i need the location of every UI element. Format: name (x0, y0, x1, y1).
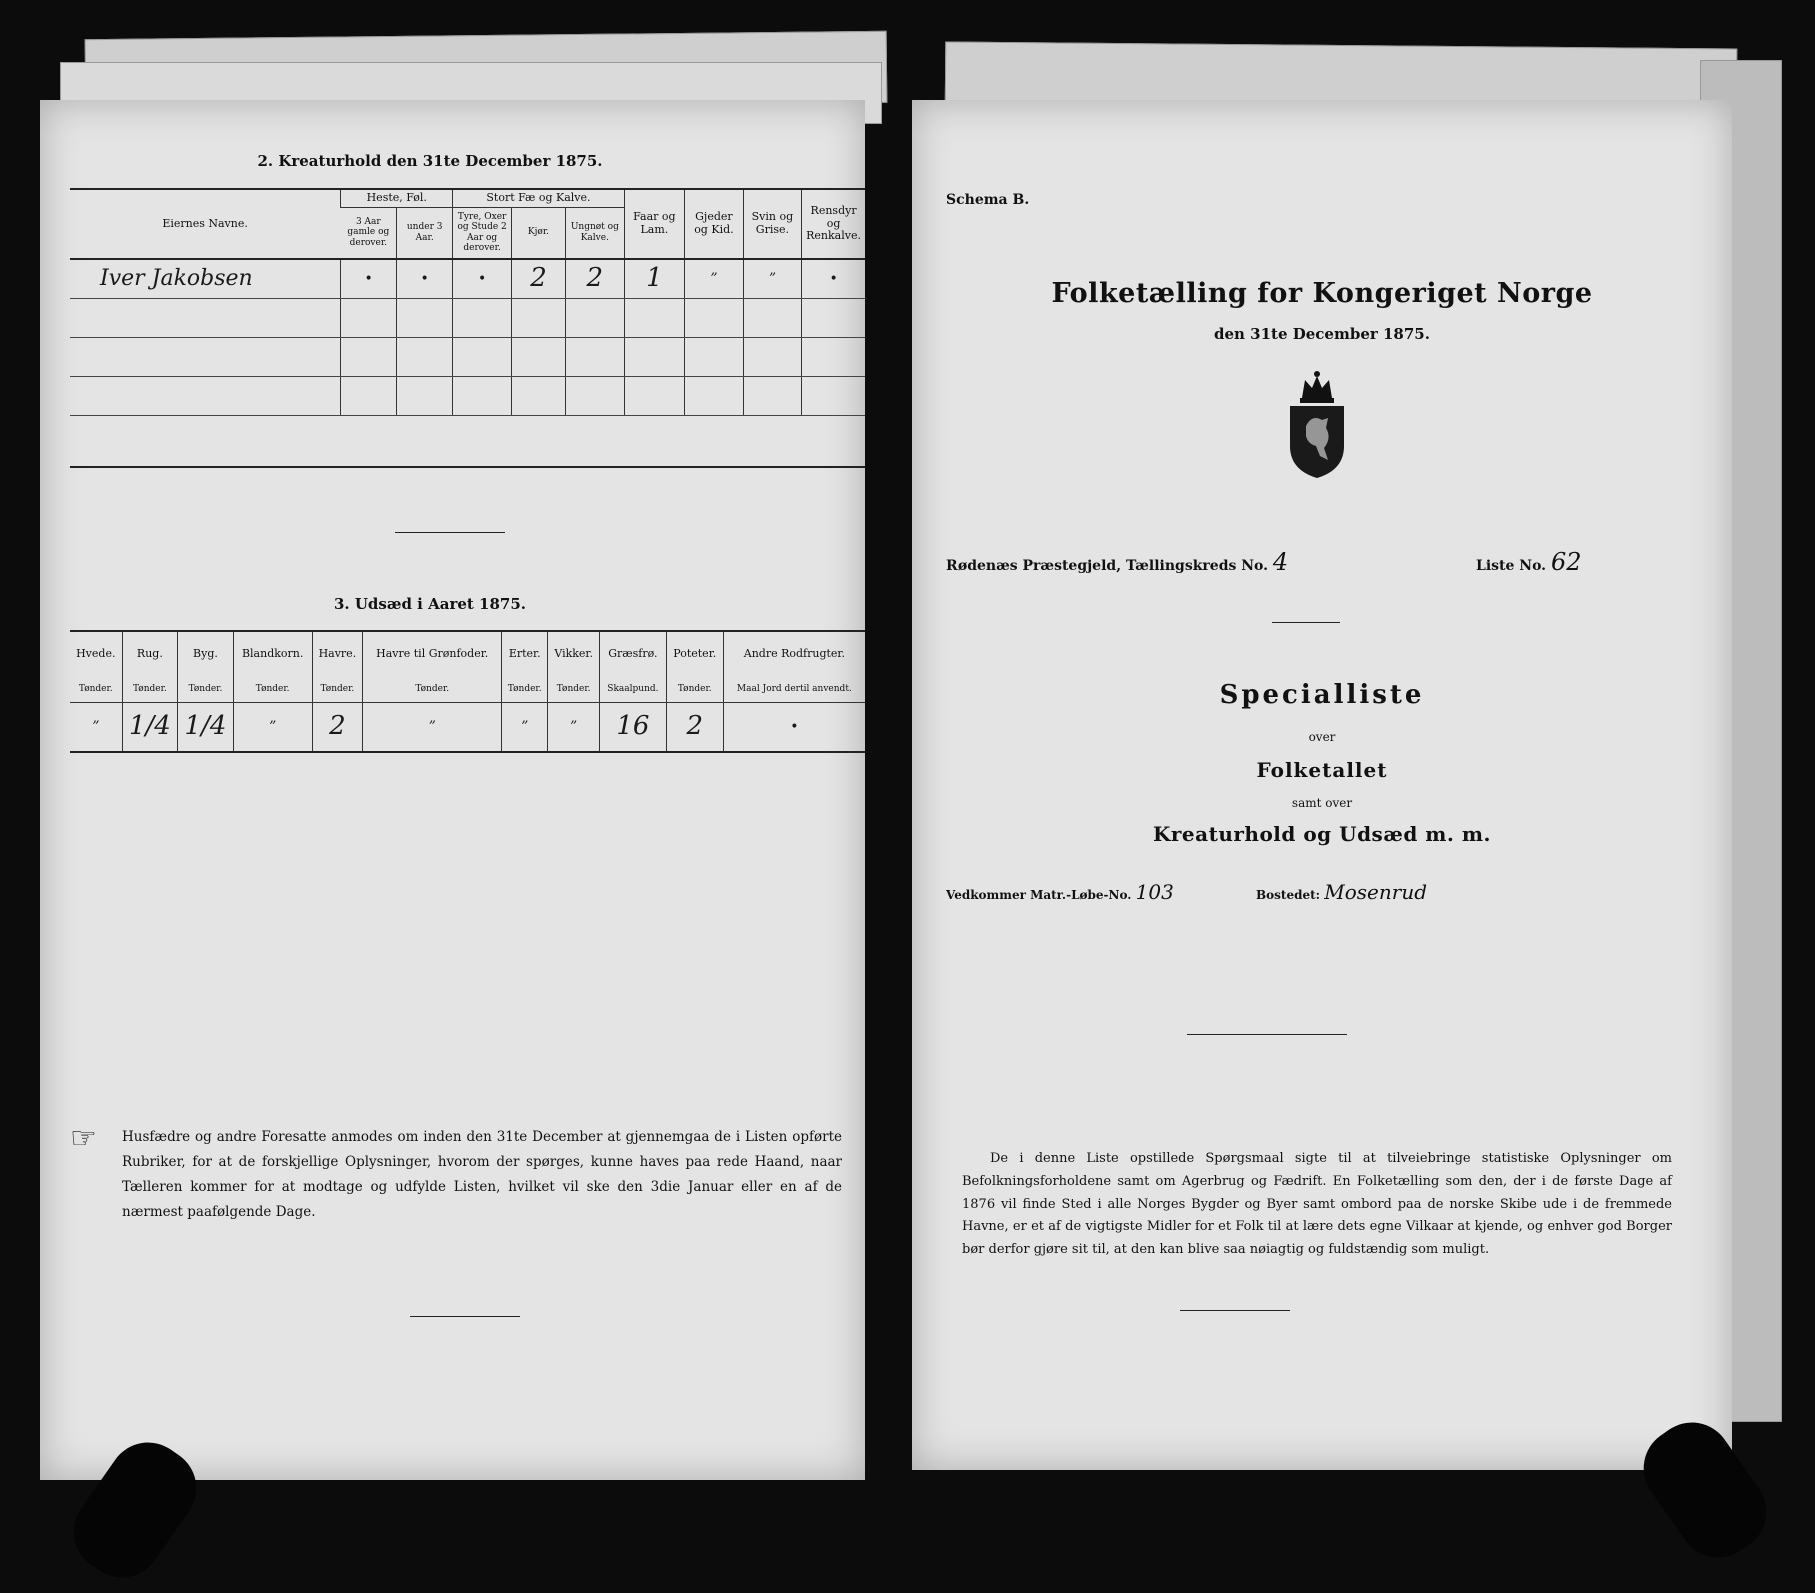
prestegjeld-line (946, 548, 1706, 576)
group-stort-fae: Stort Fæ og Kalve. (453, 190, 624, 207)
table1-bottom-rule (70, 466, 865, 468)
samt-over-label: samt over (1291, 796, 1353, 810)
col-poteter: Poteter. (666, 632, 723, 676)
bottom-divider (1180, 1310, 1290, 1311)
val-andre: • (723, 702, 865, 752)
pointing-hand-icon: ☞ (70, 1121, 97, 1156)
table-row (70, 376, 865, 415)
col-svin: Svin og Grise. (743, 190, 801, 259)
cell-heste-old: • (341, 259, 397, 299)
val-vikker: ” (548, 702, 600, 752)
left-page (40, 100, 865, 1480)
divider (1187, 1034, 1347, 1035)
val-havre-gronfoder: ” (363, 702, 502, 752)
udsaed-table (70, 632, 865, 753)
table-row (70, 702, 865, 752)
col-ungnot: Ungnøt og Kalve. (566, 207, 624, 259)
unit-vikker: Tønder. (548, 676, 600, 702)
right-page (912, 100, 1732, 1470)
folketallet-heading: Folketallet (1256, 758, 1388, 782)
col-rensdyr: Rensdyr og Renkalve. (802, 190, 865, 259)
cell-heste-young: • (397, 259, 453, 299)
divider (395, 532, 505, 533)
unit-blandkorn: Tønder. (233, 676, 312, 702)
col-owner: Eiernes Navne. (70, 190, 341, 259)
census-date: den 31te December 1875. (1214, 325, 1430, 343)
unit-rug: Tønder. (122, 676, 178, 702)
col-gjeder: Gjeder og Kid. (685, 190, 743, 259)
cell-svin: ” (743, 259, 801, 299)
col-graesfro: Græsfrø. (600, 632, 667, 676)
col-heste-young: under 3 Aar. (397, 207, 453, 259)
footer-note: De i denne Liste opstillede Spørgsmaal sigte til at tilveiebringe statistiske Oplysninger om Befolkningsforholdene samt om Agerbrug og Fædrift. En Folketælling som den, der i de første Dage af 1876 vil finde Sted i alle Norges Bygder og Byer samt ombord paa de norske Skibe ude i de fremmede Havne, er et af de vigtigste Midler for et Folk til at lære dets egne Vilkaar at kjende, og enhver god Borger bør derfor gjøre sit til, at den kan blive saa nøiagtig og fuldstændig som muligt. (962, 1151, 1672, 1257)
col-erter: Erter. (502, 632, 548, 676)
unit-andre: Maal Jord dertil anvendt. (723, 676, 865, 702)
table-row (70, 298, 865, 337)
col-tyre: Tyre, Oxer og Stude 2 Aar og derover. (453, 207, 511, 259)
bosted-label: Bostedet: (1256, 888, 1321, 902)
val-rug: 1/4 (122, 702, 178, 752)
coat-of-arms-icon (1282, 370, 1352, 480)
section2-title: 2. Kreaturhold den 31te December 1875. (257, 152, 603, 170)
kreds-number: 4 (1272, 548, 1289, 576)
col-vikker: Vikker. (548, 632, 600, 676)
val-erter: ” (502, 702, 548, 752)
col-hvede: Hvede. (76, 646, 116, 660)
schema-label: Schema B. (946, 192, 1030, 208)
matr-label: Vedkommer Matr.-Løbe-No. (946, 888, 1132, 902)
cell-kjor: 2 (511, 259, 565, 299)
col-blandkorn: Blandkorn. (233, 632, 312, 676)
col-havre-gronfoder: Havre til Grønfoder. (363, 632, 502, 676)
kreaturhold-table (70, 190, 865, 416)
cell-ungnot: 2 (566, 259, 624, 299)
unit-byg: Tønder. (178, 676, 234, 702)
owner-name: Iver Jakobsen (70, 259, 341, 299)
unit-erter: Tønder. (502, 676, 548, 702)
group-heste: Heste, Føl. (341, 190, 453, 207)
table-row (70, 337, 865, 376)
cell-faar: 1 (624, 259, 685, 299)
liste-number: 62 (1550, 548, 1582, 576)
divider (1272, 622, 1340, 623)
instructions-note: Husfædre og andre Foresatte anmodes om inden den 31te December at gjennemgaa de i Listen opførte Rubriker, for at de forskjellige Oplysninger, hvorom der spørges, kunne haves paa rede Haand, naar Tælleren kommer for at modtage og udfylde Listen, hvilket vil ske den 3die Januar eller en af de nærmest paafølgende Dage. (122, 1129, 842, 1220)
col-kjor: Kjør. (511, 207, 565, 259)
matrikkel-line (946, 880, 1706, 904)
col-havre: Havre. (312, 632, 363, 676)
kreaturhold-heading: Kreaturhold og Udsæd m. m. (1153, 822, 1491, 846)
val-blandkorn: ” (233, 702, 312, 752)
cell-tyre: • (453, 259, 511, 299)
val-hvede: ” (92, 718, 100, 735)
col-heste-old: 3 Aar gamle og derover. (347, 217, 390, 248)
section3-title: 3. Udsæd i Aaret 1875. (333, 595, 527, 613)
val-byg: 1/4 (178, 702, 234, 752)
cell-gjeder: ” (685, 259, 743, 299)
bosted-value: Mosenrud (1324, 880, 1428, 904)
census-title: Folketælling for Kongeriget Norge (1051, 278, 1593, 309)
val-havre: 2 (312, 702, 363, 752)
specialliste-heading: Specialliste (1219, 680, 1425, 710)
bottom-divider (410, 1316, 520, 1317)
prestegjeld-label: Rødenæs Præstegjeld, Tællingskreds No. (946, 558, 1269, 574)
col-andre-rodfrugter: Andre Rodfrugter. (723, 632, 865, 676)
col-byg: Byg. (178, 632, 234, 676)
matr-number: 103 (1135, 880, 1174, 904)
liste-label: Liste No. (1476, 558, 1547, 574)
unit-havre-gronfoder: Tønder. (363, 676, 502, 702)
unit-poteter: Tønder. (666, 676, 723, 702)
unit-graesfro: Skaalpund. (600, 676, 667, 702)
col-rug: Rug. (122, 632, 178, 676)
cell-rensdyr: • (802, 259, 865, 299)
val-poteter: 2 (666, 702, 723, 752)
over-label-1: over (1308, 730, 1336, 744)
table-row (70, 259, 865, 299)
unit-hvede: Tønder. (78, 683, 113, 694)
unit-havre: Tønder. (312, 676, 363, 702)
val-graesfro: 16 (600, 702, 667, 752)
col-faar: Faar og Lam. (624, 190, 685, 259)
